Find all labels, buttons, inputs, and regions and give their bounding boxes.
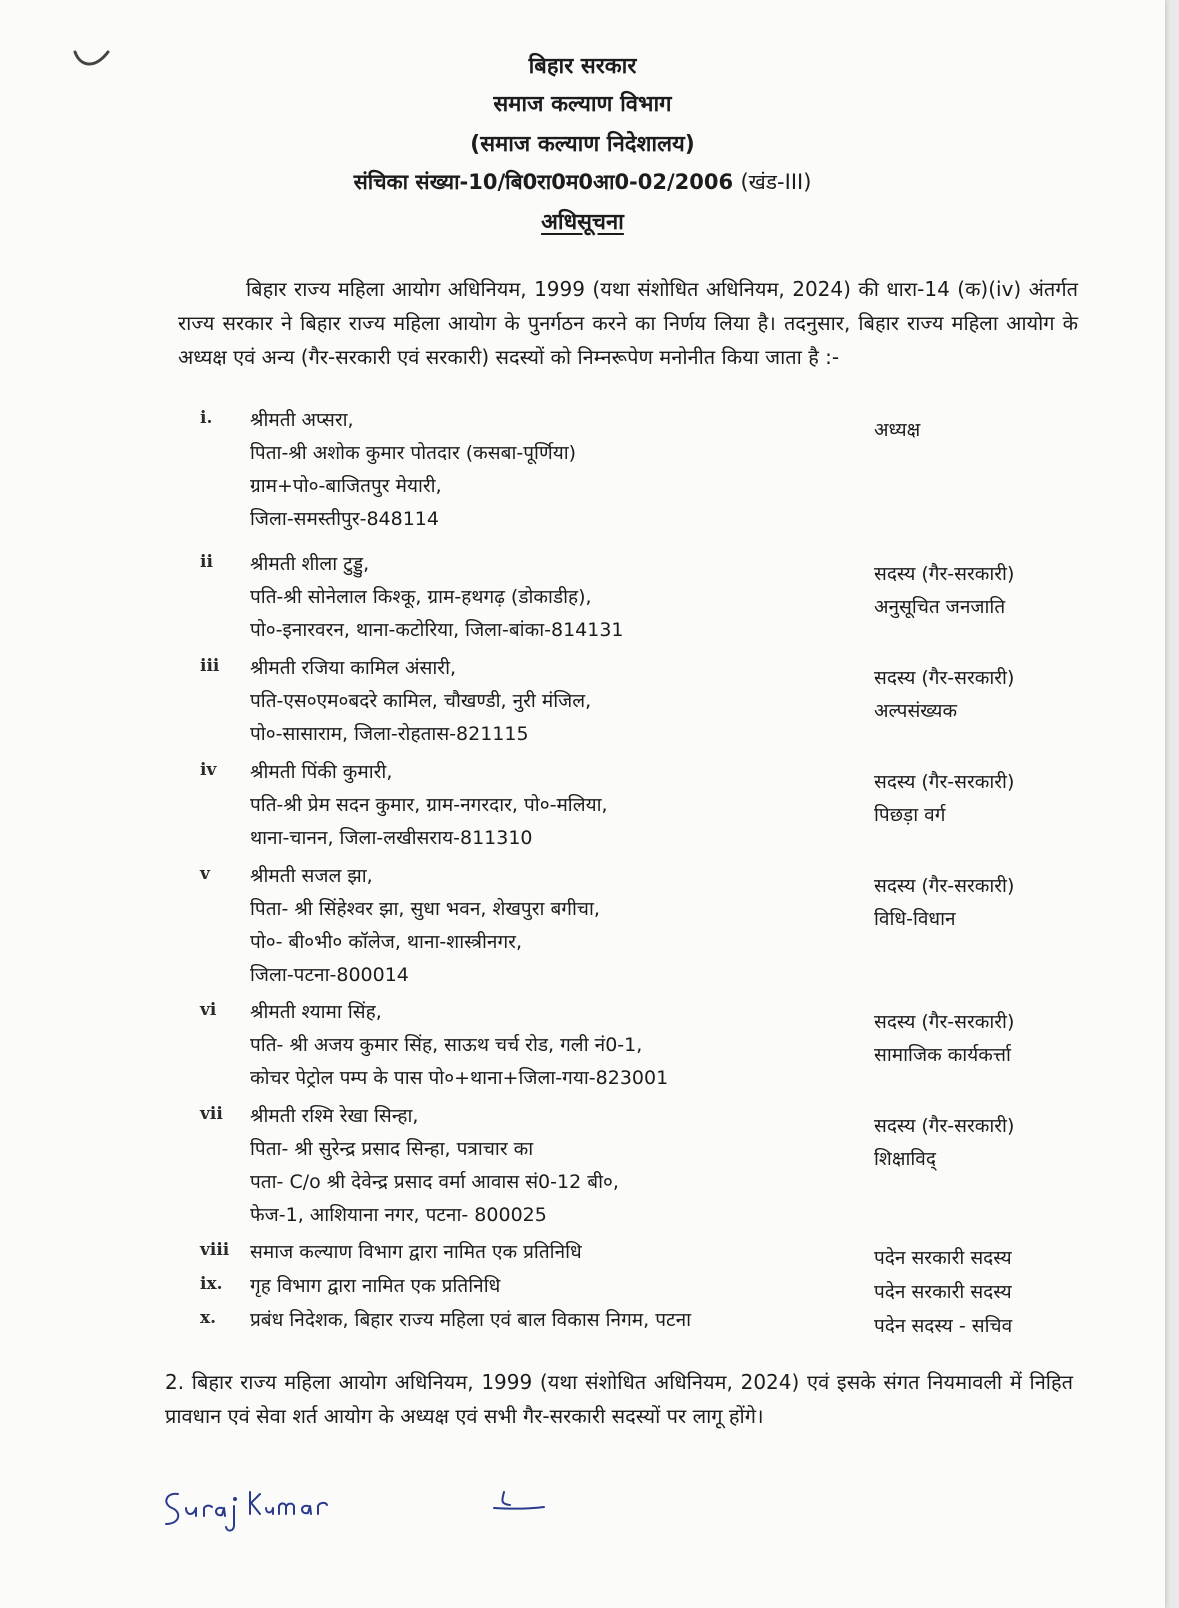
closing-paragraph: 2. बिहार राज्य महिला आयोग अधिनियम, 1999 (यथा संशोधित अधिनियम, 2024) एवं इसके संगत नियमावली में निहित प्रावधान एवं सेवा शर्त आयोग के अध्यक्ष एवं सभी गैर-सरकारी सदस्यों पर लागू होंगे। — [165, 1370, 1073, 1428]
role-line: पदेन सदस्य - सचिव — [874, 1315, 1013, 1337]
member-line: श्रीमती श्यामा सिंह, — [250, 1001, 382, 1023]
member-number: vii — [200, 1104, 223, 1124]
role-line: सामाजिक कार्यकर्त्ता — [874, 1044, 1011, 1066]
member-role — [874, 414, 1074, 447]
notification-label: अधिसूचना — [541, 210, 624, 235]
member-line: पति-श्री सोनेलाल किश्कू, ग्राम-हथगढ़ (डोकाडीह), — [250, 586, 592, 608]
member-line: पता- C/o श्री देवेन्द्र प्रसाद वर्मा आवास सं0-12 बी०, — [250, 1171, 619, 1193]
file-number — [0, 168, 1165, 196]
role-line: शिक्षाविद् — [874, 1148, 936, 1170]
member-role — [874, 1006, 1074, 1072]
member-number: v — [200, 864, 210, 884]
member-number: iii — [200, 656, 220, 676]
role-line: सदस्य (गैर-सरकारी) — [874, 1115, 1015, 1137]
government-title: बिहार सरकार — [528, 54, 637, 79]
role-line: अल्पसंख्यक — [874, 700, 958, 722]
member-line: गृह विभाग द्वारा नामित एक प्रतिनिधि — [250, 1275, 501, 1297]
member-line: कोचर पेट्रोल पम्प के पास पो०+थाना+जिला-गया-823001 — [250, 1067, 669, 1089]
member-number: viii — [200, 1240, 230, 1260]
member-details — [250, 548, 810, 647]
member-details — [250, 652, 810, 751]
member-line: श्रीमती सजल झा, — [250, 865, 373, 887]
member-number: x. — [200, 1308, 217, 1328]
member-number: iv — [200, 760, 217, 780]
member-details — [250, 756, 810, 855]
signature-scribble — [160, 1480, 340, 1540]
role-line: पदेन सरकारी सदस्य — [874, 1247, 1012, 1269]
member-details — [250, 1236, 810, 1269]
member-role — [874, 766, 1074, 832]
member-number: ix. — [200, 1274, 223, 1294]
member-line: पति-एस०एम०बदरे कामिल, चौखण्डी, नुरी मंजिल, — [250, 690, 592, 712]
role-line: सदस्य (गैर-सरकारी) — [874, 875, 1015, 897]
member-line: पो०- बी०भी० कॉलेज, थाना-शास्त्रीनगर, — [250, 931, 522, 953]
member-line: समाज कल्याण विभाग द्वारा नामित एक प्रतिनिधि — [250, 1241, 582, 1263]
member-details — [250, 404, 810, 536]
member-role — [874, 1276, 1074, 1309]
member-line: श्रीमती रजिया कामिल अंसारी, — [250, 657, 457, 679]
member-line: पो०-सासाराम, जिला-रोहतास-821115 — [250, 723, 529, 745]
member-line: ग्राम+पो०-बाजितपुर मेयारी, — [250, 475, 442, 497]
member-line: श्रीमती अप्सरा, — [250, 409, 354, 431]
intro-paragraph: बिहार राज्य महिला आयोग अधिनियम, 1999 (यथा संशोधित अधिनियम, 2024) की धारा-14 (क)(iv) अंतर्गत राज्य सरकार ने बिहार राज्य महिला आयोग के पुनर्गठन करने का निर्णय लिया है। तदनुसार, बिहार राज्य महिला आयोग के अध्यक्ष एवं अन्य (गैर-सरकारी एवं सरकारी) सदस्यों को निम्नरूपेण मनोनीत किया जाता है :- — [178, 277, 1078, 369]
member-role — [874, 558, 1074, 624]
member-details — [250, 1100, 810, 1232]
role-line: सदस्य (गैर-सरकारी) — [874, 1011, 1015, 1033]
member-line: जिला-समस्तीपुर-848114 — [250, 508, 439, 530]
member-line: पो०-इनारवरन, थाना-कटोरिया, जिला-बांका-814131 — [250, 619, 624, 641]
member-details — [250, 860, 810, 992]
member-line: थाना-चानन, जिला-लखीसराय-811310 — [250, 827, 533, 849]
member-line: फेज-1, आशियाना नगर, पटना- 800025 — [250, 1204, 547, 1226]
member-number: i. — [200, 408, 213, 428]
member-role — [874, 662, 1074, 728]
member-role — [874, 870, 1074, 936]
file-volume: (खंड-III) — [740, 170, 812, 194]
directorate-title: (समाज कल्याण निदेशालय) — [470, 132, 695, 157]
role-line: पिछड़ा वर्ग — [874, 804, 946, 826]
member-role — [874, 1310, 1074, 1343]
file-number-text: संचिका संख्या-10/बि0रा0म0आ0-02/2006 — [353, 170, 734, 194]
member-line: श्रीमती रश्मि रेखा सिन्हा, — [250, 1105, 419, 1127]
member-number: ii — [200, 552, 213, 572]
member-line: जिला-पटना-800014 — [250, 964, 409, 986]
member-line: पति-श्री प्रेम सदन कुमार, ग्राम-नगरदार, पो०-मलिया, — [250, 794, 608, 816]
notification-heading — [0, 206, 1165, 236]
member-line: पति- श्री अजय कुमार सिंह, साऊथ चर्च रोड, गली नं0-1, — [250, 1034, 643, 1056]
role-line: अनुसूचित जनजाति — [874, 596, 1006, 618]
member-role — [874, 1242, 1074, 1275]
role-line: सदस्य (गैर-सरकारी) — [874, 667, 1015, 689]
department-title: समाज कल्याण विभाग — [493, 92, 672, 117]
member-line: श्रीमती शीला टुड्डु, — [250, 553, 370, 575]
initial-mark-icon — [490, 1488, 550, 1518]
member-line: श्रीमती पिंकी कुमारी, — [250, 761, 393, 783]
role-line: विधि-विधान — [874, 908, 956, 930]
member-line: पिता- श्री सिंहेश्वर झा, सुधा भवन, शेखपुरा बगीचा, — [250, 898, 600, 920]
member-line: पिता- श्री सुरेन्द्र प्रसाद सिन्हा, पत्राचार का — [250, 1138, 534, 1160]
role-line: पदेन सरकारी सदस्य — [874, 1281, 1012, 1303]
signature — [160, 1480, 340, 1544]
member-line: पिता-श्री अशोक कुमार पोतदार (कसबा-पूर्णिया) — [250, 442, 577, 464]
role-line: अध्यक्ष — [874, 419, 921, 441]
initial-mark — [490, 1488, 550, 1522]
role-line: सदस्य (गैर-सरकारी) — [874, 771, 1015, 793]
member-details — [250, 1270, 810, 1303]
role-line: सदस्य (गैर-सरकारी) — [874, 563, 1015, 585]
signature-text — [160, 1480, 166, 1481]
member-line: प्रबंध निदेशक, बिहार राज्य महिला एवं बाल विकास निगम, पटना — [250, 1309, 692, 1331]
member-role — [874, 1110, 1074, 1176]
member-details — [250, 996, 810, 1095]
member-number: vi — [200, 1000, 217, 1020]
member-details — [250, 1304, 810, 1337]
